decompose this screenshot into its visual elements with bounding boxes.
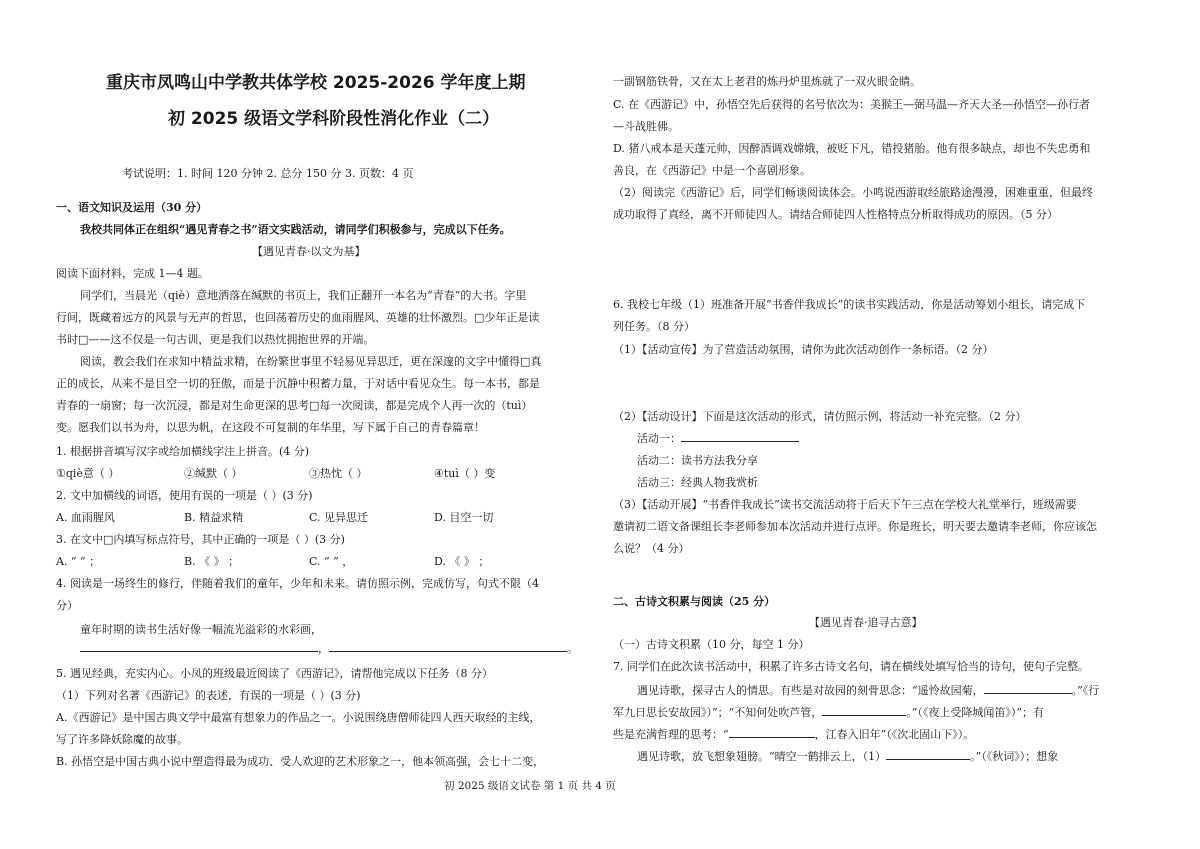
poem-blank[interactable] (729, 726, 815, 738)
answer-blank[interactable] (329, 640, 567, 652)
answer-blank[interactable] (80, 640, 318, 652)
q7-text: 遇见诗歌，探寻古人的情思。有些是对故园的刻骨思念：“遥怜故园菊， (637, 684, 984, 697)
q7-text: 。”（《夜上受降城闻笛》）”；有 (906, 706, 1044, 719)
q7-line-1 (637, 682, 1099, 698)
reading-prompt: 阅读下面材料，完成 1—4 题。 (56, 267, 209, 280)
question-5-1: （1）下列对名著《西游记》的表述，有误的一项是（ ）(3 分) (56, 689, 361, 702)
q7-line-3 (613, 726, 974, 742)
passage-line: 青春的一扇窗；每一次沉浸，都是对生命更深的思考□每一次阅读，都是完成个人再一次的（tuì） (56, 399, 533, 412)
activity-1 (637, 430, 799, 446)
question-4: 4. 阅读是一场终生的修行，伴随着我们的童年，少年和未来。请仿照示例，完成仿写，句式不限（4 (56, 577, 539, 590)
q7-text: 。”（《秋词》）；想象 (970, 750, 1059, 763)
q3-option: A. “ ” ； (56, 555, 101, 568)
q2-option: C. 见异思迁 (309, 511, 369, 524)
q4-example: 童年时期的读书生活好像一幅流光溢彩的水彩画， (80, 623, 322, 636)
passage-line: 行间，既藏着远方的风景与无声的哲思，也回荡着历史的血雨腥风、英雄的壮怀激烈。□少年正是读 (56, 311, 540, 324)
q1-option: ②缄默（ ） (184, 467, 243, 480)
question-5-2: （2）阅读完《西游记》后，同学们畅谈阅读体会。小鸣说西游取经旅路途漫漫，困难重重，但最终 (613, 186, 1093, 199)
question-2: 2. 文中加横线的词语，使用有误的一项是（ ）(3 分) (56, 489, 313, 502)
section-2-part-1: （一）古诗文积累（10 分，每空 1 分） (613, 638, 810, 651)
q5-option-b: B. 孙悟空是中国古典小说中塑造得最为成功、受人欢迎的艺术形象之一，他本领高强，会七十二变， (56, 755, 545, 768)
q5-option-d-cont: 善良，在《西游记》中是一个喜剧形象。 (613, 164, 811, 177)
question-5: 5. 遇见经典，充实内心。小凤的班级最近阅读了《西游记》，请帮他完成以下任务（8 分） (56, 667, 493, 680)
passage-line: 正的成长，从来不是目空一切的狂傲，而是于沉静中积蓄力量，于对话中看见众生。每一本书，都是 (56, 377, 540, 390)
exam-instructions: 考试说明：1. 时间 120 分钟 2. 总分 150 分 3. 页数：4 页 (122, 167, 414, 180)
question-6-3: （3）【活动开展】“书香伴我成长”读书交流活动将于后天下午三点在学校大礼堂举行，班级需要 (613, 498, 1077, 511)
q5-option-a: A.《西游记》是中国古典文学中最富有想象力的作品之一。小说围绕唐僧师徒四人西天取经的主线， (56, 711, 541, 724)
passage-line: 阅读，教会我们在求知中精益求精，在纷繁世事里不轻易见异思迁，更在深邃的文字中懂得□真 (80, 355, 542, 368)
q2-option: A. 血雨腥风 (56, 511, 115, 524)
q5-option-d: D. 猪八戒本是天蓬元帅，因醉酒调戏嫦娥，被贬下凡，错投猪胎。他有很多缺点，却也不失忠勇和 (613, 142, 1091, 155)
poem-blank[interactable] (822, 704, 906, 716)
question-6-1: （1）【活动宣传】为了营造活动氛围，请你为此次活动创作一条标语。（2 分） (613, 343, 994, 356)
exam-title-line2: 初 2025 级语文学科阶段性消化作业（二） (168, 109, 500, 129)
passage-line: 同学们，当晨光（qiè）意地洒落在缄默的书页上，我们正翻开一本名为“青春”的大书。字里 (80, 289, 527, 302)
question-3: 3. 在文中□内填写标点符号，其中正确的一项是（ ）(3 分) (56, 533, 345, 546)
section-2-subtitle: 【遇见青春·追寻古意】 (809, 616, 923, 629)
question-7: 7. 同学们在此次读书活动中，积累了许多古诗文名句，请在横线处填写恰当的诗句，使句子完整。 (613, 660, 1089, 673)
q3-option: D. 《 》 ； (434, 555, 490, 568)
exam-title-line1: 重庆市凤鸣山中学教共体学校 2025-2026 学年度上期 (106, 73, 526, 93)
q2-option: D. 目空一切 (434, 511, 494, 524)
q4-answer-blanks[interactable]: ， 。 (80, 640, 578, 656)
q7-text: ，江春入旧年”（《次北固山下》）。 (814, 728, 975, 741)
q5-option-a-cont: 写了许多降妖除魔的故事。 (56, 733, 188, 746)
q3-option: C. “ ” ， (309, 555, 354, 568)
question-6-cont: 列任务。（8 分） (613, 320, 695, 333)
question-6: 6. 我校七年级（1）班准备开展“书香伴我成长”的读书实践活动，你是活动筹划小组长，请完成下 (613, 298, 1086, 311)
section-1-heading: 一、语文知识及运用（30 分） (56, 201, 208, 214)
section-2-heading: 二、古诗文积累与阅读（25 分） (613, 595, 776, 608)
question-5-2-cont: 成功取得了真经，离不开师徒四人。请结合师徒四人性格特点分析取得成功的原因。（5 分） (613, 208, 1058, 221)
q7-text: 。”《行 (1071, 684, 1100, 697)
question-6-3-cont: 么说？（4 分） (613, 542, 690, 555)
q5-option-b-cont: 一副钢筋铁骨，又在太上老君的炼丹炉里炼就了一双火眼金睛。 (613, 75, 921, 88)
q7-text: 军九日思长安故园》）”；“不知何处吹芦管， (613, 706, 823, 719)
q1-option: ③热忱（ ） (309, 467, 368, 480)
page-footer: 初 2025 级语文试卷 第 1 页 共 4 页 (444, 780, 616, 792)
q7-line-4 (637, 748, 1058, 764)
q5-option-c-cont: —斗战胜佛。 (613, 120, 679, 133)
poem-blank[interactable] (886, 748, 970, 760)
passage-line: 书时□——这不仅是一句古训，更是我们以热忱拥抱世界的开端。 (56, 333, 375, 346)
activity-3: 活动三：经典人物我赏析 (637, 476, 758, 489)
activity-1-label: 活动一： (637, 432, 681, 445)
q1-option: ④tuì（ ）变 (434, 467, 496, 480)
question-1: 1. 根据拼音填写汉字或给加横线字注上拼音。(4 分) (56, 445, 310, 458)
q1-option: ①qiè意（ ） (56, 467, 120, 480)
activity-2: 活动二：读书方法我分享 (637, 454, 758, 467)
activity-1-blank[interactable] (681, 430, 799, 442)
question-6-3-cont: 邀请初二语文备课组长李老师参加本次活动并进行点评。你是班长，明天要去邀请李老师，你应该怎 (613, 520, 1097, 533)
poem-blank[interactable] (984, 682, 1072, 694)
q7-line-2 (613, 704, 1044, 720)
question-6-2: （2）【活动设计】下面是这次活动的形式，请仿照示例，将活动一补充完整。（2 分） (613, 410, 1027, 423)
section-1-subtitle: 【遇见青春·以文为基】 (252, 245, 366, 258)
q5-option-c: C. 在《西游记》中，孙悟空先后获得的名号依次为：美猴王—弼马温—齐天大圣—孙悟空—孙行者 (613, 98, 1091, 111)
q2-option: B. 精益求精 (184, 511, 244, 524)
q7-text: 些是充满哲理的思考：“ (613, 728, 729, 741)
section-1-intro: 我校共同体正在组织“遇见青春之书”语文实践活动，请同学们积极参与，完成以下任务。 (80, 223, 511, 236)
passage-line: 变。愿我们以书为舟，以思为帆，在这段不可复制的年华里，写下属于自己的青春篇章！ (56, 421, 485, 434)
question-4-cont: 分） (56, 599, 78, 612)
q3-option: B. 《 》 ； (184, 555, 240, 568)
q7-text: 遇见诗歌，放飞想象翅膀。“晴空一鹤排云上，（1） (637, 750, 887, 763)
